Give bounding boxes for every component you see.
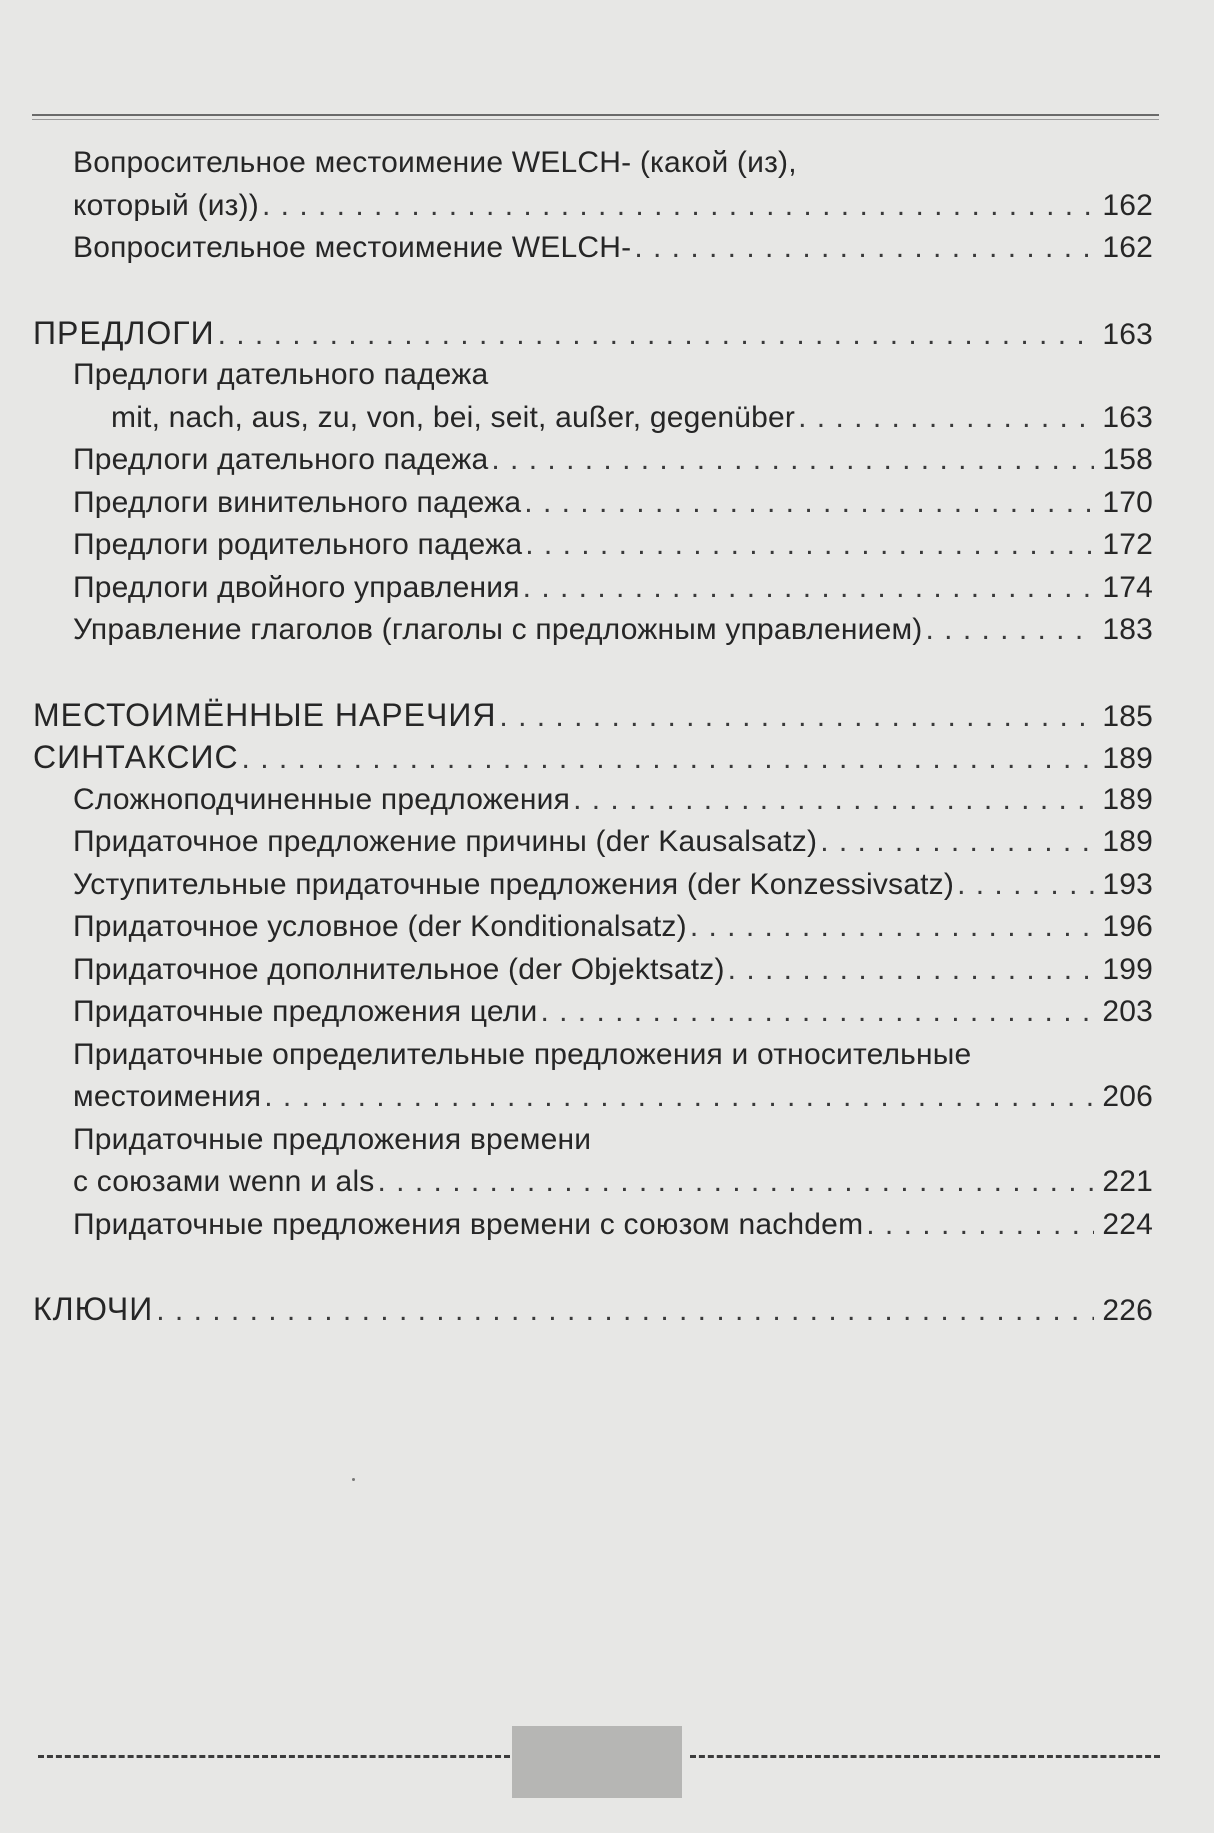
toc-entry-title: с союзами wenn и als [73,1165,375,1198]
toc-entry[interactable] [33,1161,1153,1204]
top-rule [32,114,1159,120]
toc-page-number: 189 [1102,742,1153,775]
dot-leader [573,779,1094,822]
dot-leader [523,567,1094,610]
toc-page-number: 193 [1102,867,1153,901]
dot-leader [820,821,1094,864]
toc-entry[interactable] [33,1034,1153,1077]
dot-leader [728,949,1094,992]
toc-entry-title: Придаточное предложение причины (der Kausalsatz) [73,825,818,858]
toc-page-number: 199 [1102,952,1153,986]
toc-entry[interactable] [33,354,1153,397]
dot-leader [634,227,1094,270]
toc-entry[interactable] [33,142,1153,185]
toc-section[interactable] [33,736,1153,779]
dot-leader [957,864,1094,907]
toc-page-number: 203 [1102,995,1153,1028]
toc-page-number: 170 [1102,485,1153,519]
toc-entry-title: Предлоги винительного падежа [73,485,522,519]
toc-entry[interactable] [33,227,1153,270]
dot-leader [925,609,1094,652]
toc-section[interactable] [33,694,1153,737]
toc-entry[interactable] [33,821,1153,864]
toc-page-number: 196 [1102,910,1153,943]
toc-section-title: МЕСТОИМЁННЫЕ НАРЕЧИЯ [33,696,497,733]
toc-entry-title: Вопросительное местоимение WELCH- [73,231,632,264]
dot-leader [242,738,1094,781]
toc-page-number: 162 [1102,188,1153,222]
dot-leader [524,482,1094,525]
toc-entry-title: который (из)) [73,188,259,222]
toc-entry[interactable] [33,864,1153,907]
bottom-dashed-rule-left [38,1755,510,1758]
dot-leader [690,906,1094,949]
toc-page-number: 224 [1102,1207,1153,1241]
toc-page-number: 172 [1102,528,1153,561]
toc-page-number: 163 [1102,400,1153,434]
toc-entry-title: Предлоги двойного управления [73,570,520,604]
toc-page-number: 162 [1102,231,1153,264]
dot-leader [491,439,1094,482]
toc-page-number: 163 [1102,317,1153,351]
toc-entry[interactable] [33,1204,1153,1247]
table-of-contents [33,142,1153,1331]
toc-entry-title: Предлоги родительного падежа [73,528,523,561]
dot-leader [218,314,1094,357]
toc-entry-title: Управление глаголов (глаголы с предложным управлением) [73,613,923,646]
dot-leader [540,991,1094,1034]
toc-entry[interactable] [33,439,1153,482]
print-speck [352,1478,355,1481]
toc-entry[interactable] [33,482,1153,525]
toc-page-number: 174 [1102,570,1153,604]
toc-entry-title: Придаточные предложения цели [73,995,538,1028]
toc-page-number: 158 [1102,443,1153,476]
toc-page-number: 183 [1102,613,1153,646]
toc-section-title: СИНТАКСИС [33,739,239,775]
toc-entry-title: Придаточное дополнительное (der Objektsatz) [73,952,725,986]
toc-page-number: 221 [1102,1165,1153,1198]
toc-entry-title: Сложноподчиненные предложения [73,782,571,816]
toc-entry-title: Вопросительное местоимение WELCH- (какой (из), [73,146,797,179]
page-number-tab [512,1726,682,1798]
toc-section-title: ПРЕДЛОГИ [33,314,215,351]
dot-leader [866,1204,1094,1247]
toc-entry-title: Придаточное условное (der Konditionalsatz) [73,910,687,943]
dot-leader [525,524,1094,567]
toc-entry-title: Придаточные предложения времени [73,1122,592,1156]
toc-entry-title: mit, nach, aus, zu, von, bei, seit, außer, gegenüber [111,400,796,434]
dot-leader [499,696,1094,739]
bottom-dashed-rule-right [690,1755,1160,1758]
toc-entry[interactable] [33,949,1153,992]
dot-leader [798,397,1094,440]
dot-leader [378,1161,1094,1204]
toc-entry[interactable] [33,991,1153,1034]
toc-section[interactable] [33,312,1153,355]
toc-entry[interactable] [33,779,1153,822]
toc-page-number: 189 [1102,782,1153,816]
toc-entry[interactable] [33,567,1153,610]
toc-section[interactable] [33,1288,1153,1331]
toc-entry-title: местоимения [73,1080,262,1113]
toc-page-number: 189 [1102,825,1153,858]
toc-entry[interactable] [33,906,1153,949]
toc-section-title: КЛЮЧИ [33,1291,154,1327]
toc-entry[interactable] [33,1119,1153,1162]
toc-entry[interactable] [33,609,1153,652]
toc-entry-title: Уступительные придаточные предложения (der Konzessivsatz) [73,867,955,901]
toc-entry-title: Придаточные определительные предложения и относительные [73,1037,972,1071]
toc-page-number: 226 [1102,1294,1153,1327]
toc-entry[interactable] [33,185,1153,228]
dot-leader [156,1290,1094,1333]
toc-entry-title: Предлоги дательного падежа [73,358,489,391]
dot-leader [264,1076,1094,1119]
toc-entry[interactable] [33,397,1153,440]
toc-entry[interactable] [33,1076,1153,1119]
toc-entry[interactable] [33,524,1153,567]
toc-entry-title: Предлоги дательного падежа [73,443,489,476]
toc-page-number: 206 [1102,1080,1153,1113]
toc-entry-title: Придаточные предложения времени с союзом nachdem [73,1207,864,1241]
toc-page-number: 185 [1102,699,1153,733]
dot-leader [262,185,1094,228]
